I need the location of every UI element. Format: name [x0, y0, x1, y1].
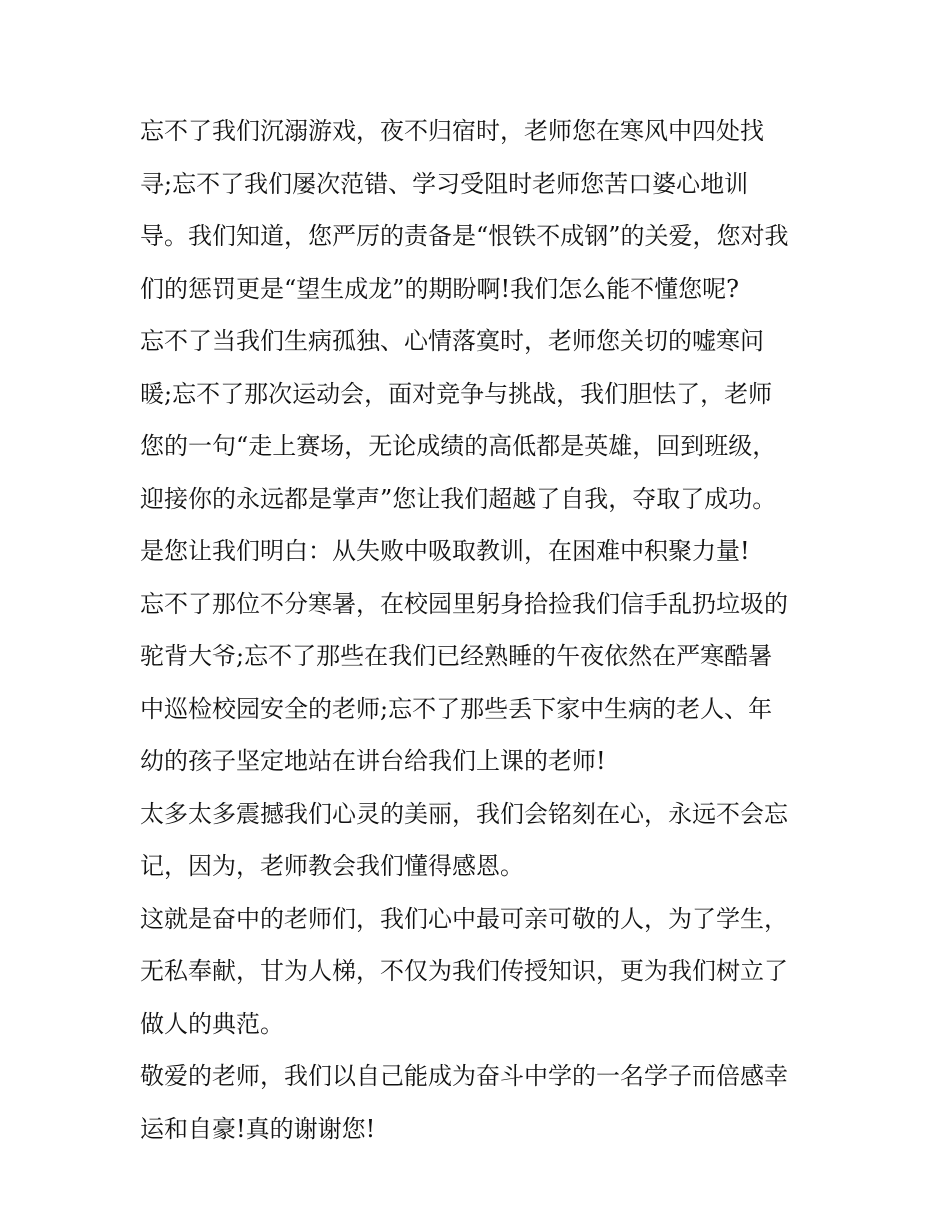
text-line: 记，因为，老师教会我们懂得感恩。: [140, 852, 524, 880]
document-body: [140, 105, 820, 1155]
text-line: 忘不了我们沉溺游戏，夜不归宿时，老师您在寒风中四处找: [140, 117, 764, 145]
text-line: 是您让我们明白：从失败中吸取教训，在困难中积聚力量!: [140, 537, 750, 565]
text-line: 忘不了那位不分寒暑，在校园里躬身拾捡我们信手乱扔垃圾的: [140, 589, 788, 618]
text-line: 驼背大爷;忘不了那些在我们已经熟睡的午夜依然在严寒酷暑: [140, 642, 773, 670]
text-line: 无私奉献，甘为人梯，不仅为我们传授知识，更为我们树立了: [140, 957, 788, 985]
text-line: 迎接你的永远都是掌声”您让我们超越了自我，夺取了成功。: [140, 484, 777, 513]
text-line: 幼的孩子坚定地站在讲台给我们上课的老师!: [140, 747, 606, 775]
text-line: 做人的典范。: [140, 1009, 284, 1038]
text-line: 寻;忘不了我们屡次范错、学习受阻时老师您苦口婆心地训: [140, 169, 749, 198]
text-line: 暖;忘不了那次运动会，面对竞争与挑战，我们胆怯了，老师: [140, 379, 773, 408]
text-line: 导。我们知道，您严厉的责备是“恨铁不成钢”的关爱，您对我: [140, 222, 789, 250]
text-line: 这就是奋中的老师们，我们心中最可亲可敬的人，为了学生，: [140, 904, 788, 933]
text-line: 中巡检校园安全的老师;忘不了那些丢下家中生病的老人、年: [140, 694, 773, 723]
text-line: 您的一句“走上赛场，无论成绩的高低都是英雄，回到班级，: [140, 432, 777, 460]
text-line: 太多太多震撼我们心灵的美丽，我们会铭刻在心，永远不会忘: [140, 799, 788, 828]
text-line: 运和自豪!真的谢谢您!: [140, 1114, 376, 1143]
text-line: 忘不了当我们生病孤独、心情落寞时，老师您关切的嘘寒问: [140, 327, 764, 355]
text-line: 敬爱的老师，我们以自己能成为奋斗中学的一名学子而倍感幸: [140, 1062, 788, 1090]
text-line: 们的惩罚更是“望生成龙”的期盼啊!我们怎么能不懂您呢?: [140, 274, 740, 303]
